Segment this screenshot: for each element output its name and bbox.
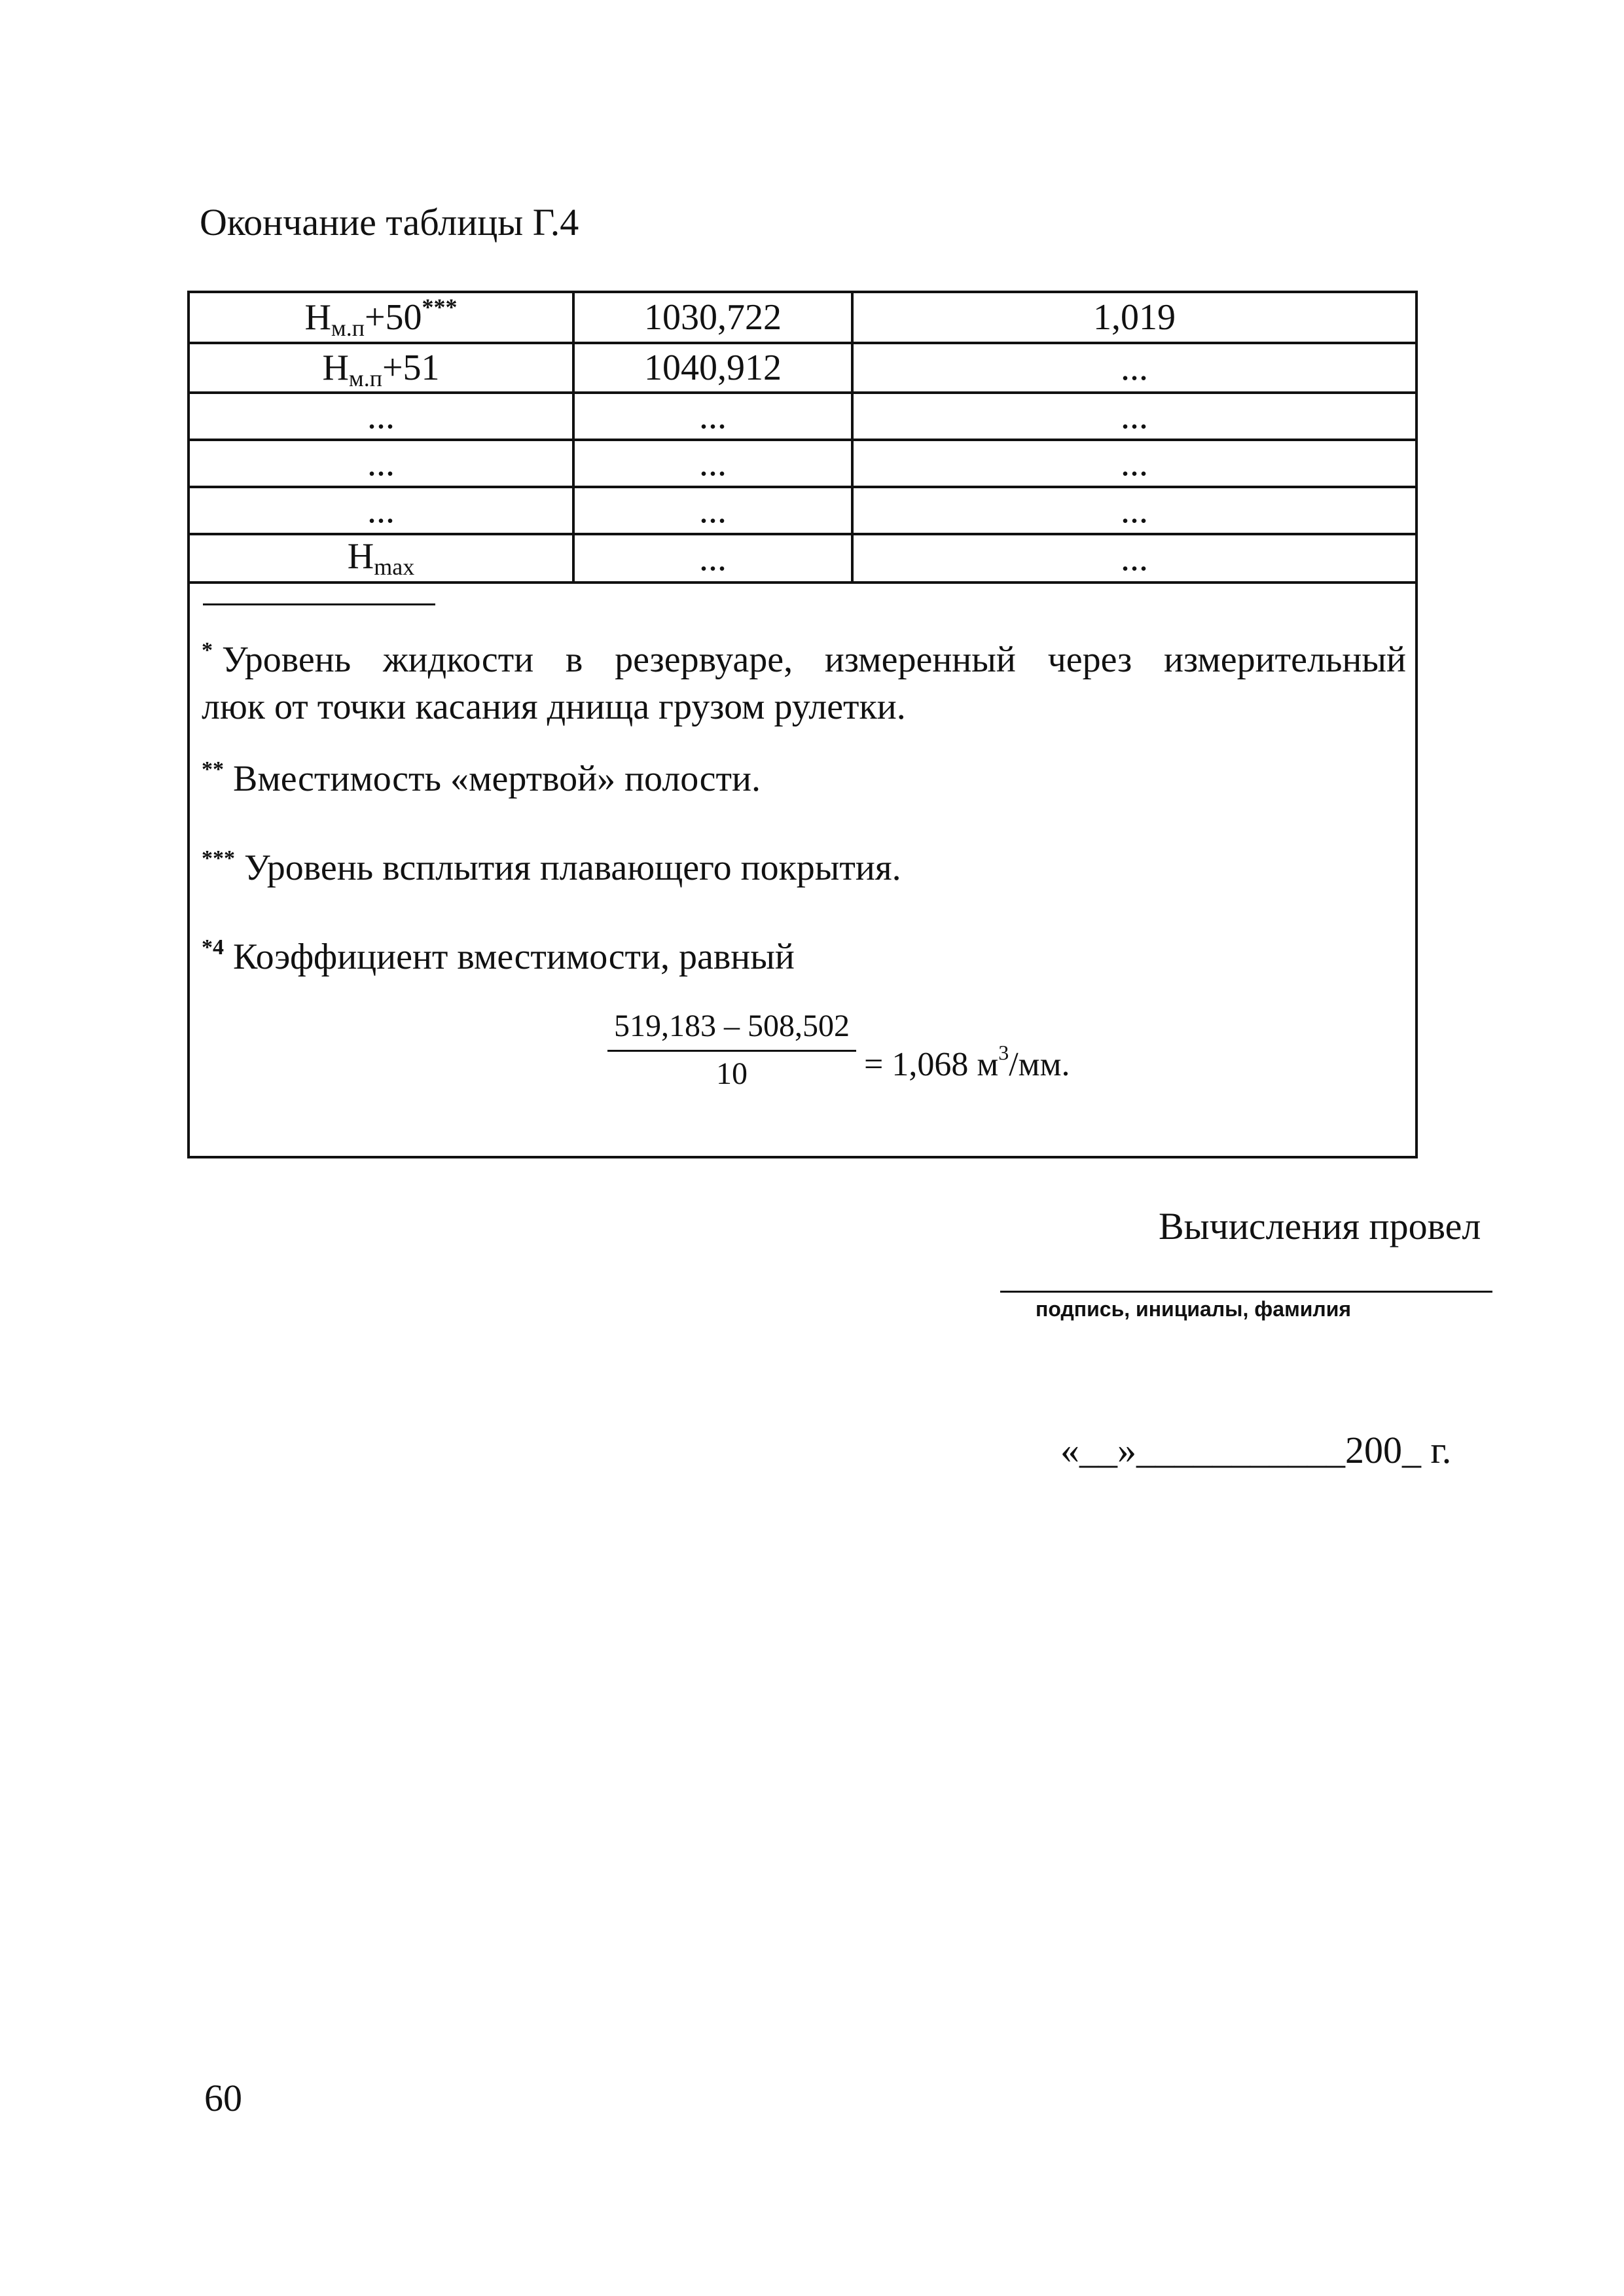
coefficient-cell: ... [852,487,1415,534]
level-cell: $H_{м.п}+50^{***}$ [190,293,573,343]
coefficient-cell: ... [852,393,1415,440]
coefficient-cell: 1,019 [852,293,1415,343]
footnote-mark: ** [202,757,224,781]
formula-result: = 1,068 $м^3/мм$. [864,1041,1070,1083]
volume-cell: 1040,912 [573,343,852,393]
level-cell: ... [190,393,573,440]
volume-cell: ... [573,534,852,583]
fraction-denominator: 10 [716,1056,748,1091]
calibration-table [190,293,1415,584]
footnotes-divider [203,603,435,605]
signature-line [1000,1291,1492,1293]
level-cell: $H_{м.п}+51$ [190,343,573,393]
coefficient-cell: ... [852,343,1415,393]
volume-cell: ... [573,393,852,440]
table-container [187,291,1418,1158]
volume-cell: ... [573,440,852,487]
page-number: 60 [204,2077,242,2119]
volume-cell: 1030,722 [573,293,852,343]
table-row [190,440,1415,487]
level-cell: $H_{max}$ [190,534,573,583]
coefficient-cell: ... [852,440,1415,487]
footnote-1: * Уровень жидкости в резервуаре, измеренный через измерительный люк от точки касания днища грузом рулетки. [202,638,1406,727]
table-row [190,343,1415,393]
footnote-2: ** Вместимость «мертвой» полости. [202,757,761,799]
level-cell: ... [190,440,573,487]
footnote-3: *** Уровень всплытия плавающего покрытия. [202,846,901,888]
coefficient-cell: ... [852,534,1415,583]
footnote-mark: *4 [202,935,224,960]
signature-hint: подпись, инициалы, фамилия [1036,1297,1352,1321]
signature-label: Вычисления провел [1159,1205,1481,1247]
volume-cell: ... [573,487,852,534]
footnote-4: $^{*4}$ Коэффициент вместимости, равный [202,935,795,977]
table-row [190,534,1415,583]
footnote-mark: * [202,638,213,662]
footnote-mark: *** [202,846,235,870]
table-row [190,487,1415,534]
date-field: «__»___________200_ г. [1060,1429,1452,1471]
table-row [190,293,1415,343]
fraction [607,1007,856,1094]
level-cell: ... [190,487,573,534]
table-row [190,393,1415,440]
table-caption: Окончание таблицы Г.4 [200,201,579,243]
coefficient-formula [607,1007,1197,1105]
fraction-numerator: 519,183 – 508,502 [607,1007,856,1052]
